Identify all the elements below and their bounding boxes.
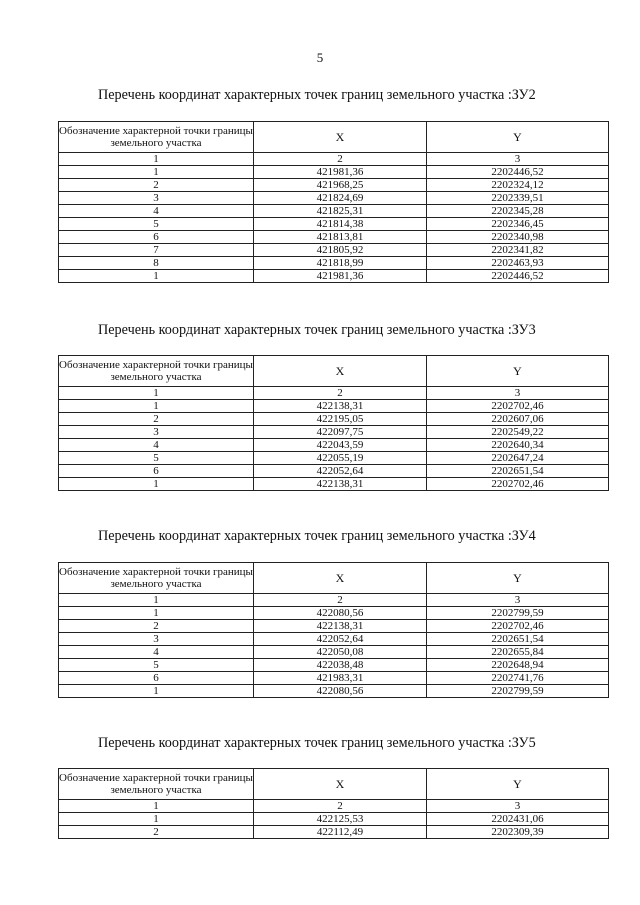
- point-number: 3: [59, 192, 254, 205]
- x-coordinate: 422050,08: [254, 646, 427, 659]
- table-header-row: [59, 769, 609, 800]
- table-row: [59, 270, 609, 283]
- section-title: Перечень координат характерных точек границ земельного участка :ЗУ4: [98, 528, 536, 544]
- table-row: [59, 426, 609, 439]
- y-coordinate: 2202799,59: [427, 685, 609, 698]
- y-coordinate: 2202339,51: [427, 192, 609, 205]
- table-row: [59, 413, 609, 426]
- y-coordinate: 2202655,84: [427, 646, 609, 659]
- y-coordinate: 2202324,12: [427, 179, 609, 192]
- y-coordinate: 2202651,54: [427, 633, 609, 646]
- table-row: [59, 478, 609, 491]
- x-coordinate: 422080,56: [254, 607, 427, 620]
- x-coordinate: 421805,92: [254, 244, 427, 257]
- x-coordinate: 422080,56: [254, 685, 427, 698]
- x-coordinate: 422097,75: [254, 426, 427, 439]
- header-x-label: X: [254, 769, 427, 800]
- coordinates-table: [58, 562, 609, 698]
- y-coordinate: 2202647,24: [427, 452, 609, 465]
- x-coordinate: 421968,25: [254, 179, 427, 192]
- column-number: 1: [59, 153, 254, 166]
- table-row: [59, 685, 609, 698]
- y-coordinate: 2202648,94: [427, 659, 609, 672]
- x-coordinate: 421814,38: [254, 218, 427, 231]
- point-number: 6: [59, 465, 254, 478]
- table-row: [59, 244, 609, 257]
- table-row: [59, 826, 609, 839]
- column-number-row: [59, 387, 609, 400]
- point-number: 1: [59, 607, 254, 620]
- coordinates-table: [58, 768, 609, 839]
- y-coordinate: 2202702,46: [427, 478, 609, 491]
- y-coordinate: 2202702,46: [427, 620, 609, 633]
- point-number: 6: [59, 231, 254, 244]
- table-row: [59, 620, 609, 633]
- table-row: [59, 218, 609, 231]
- header-y-label: Y: [427, 356, 609, 387]
- y-coordinate: 2202463,93: [427, 257, 609, 270]
- point-number: 5: [59, 452, 254, 465]
- point-number: 1: [59, 400, 254, 413]
- table-row: [59, 659, 609, 672]
- column-number-row: [59, 594, 609, 607]
- header-x-label: X: [254, 122, 427, 153]
- y-coordinate: 2202431,06: [427, 813, 609, 826]
- x-coordinate: 422125,53: [254, 813, 427, 826]
- column-number: 1: [59, 387, 254, 400]
- x-coordinate: 421818,99: [254, 257, 427, 270]
- column-number: 3: [427, 800, 609, 813]
- x-coordinate: 421824,69: [254, 192, 427, 205]
- column-number: 3: [427, 594, 609, 607]
- point-number: 2: [59, 826, 254, 839]
- y-coordinate: 2202446,52: [427, 270, 609, 283]
- point-number: 1: [59, 685, 254, 698]
- y-coordinate: 2202346,45: [427, 218, 609, 231]
- table-row: [59, 465, 609, 478]
- section-title: Перечень координат характерных точек границ земельного участка :ЗУ2: [98, 87, 536, 103]
- point-number: 8: [59, 257, 254, 270]
- y-coordinate: 2202446,52: [427, 166, 609, 179]
- table-row: [59, 672, 609, 685]
- table-row: [59, 231, 609, 244]
- header-point-label: Обозначение характерной точки границы земельного участка: [59, 769, 254, 800]
- column-number-row: [59, 153, 609, 166]
- point-number: 5: [59, 659, 254, 672]
- point-number: 4: [59, 439, 254, 452]
- x-coordinate: 421983,31: [254, 672, 427, 685]
- point-number: 1: [59, 270, 254, 283]
- column-number-row: [59, 800, 609, 813]
- table-row: [59, 205, 609, 218]
- header-x-label: X: [254, 563, 427, 594]
- section-title: Перечень координат характерных точек границ земельного участка :ЗУ5: [98, 735, 536, 751]
- x-coordinate: 422038,48: [254, 659, 427, 672]
- point-number: 3: [59, 633, 254, 646]
- column-number: 2: [254, 594, 427, 607]
- page-number: 5: [316, 50, 324, 65]
- y-coordinate: 2202345,28: [427, 205, 609, 218]
- table-row: [59, 813, 609, 826]
- y-coordinate: 2202309,39: [427, 826, 609, 839]
- y-coordinate: 2202651,54: [427, 465, 609, 478]
- point-number: 2: [59, 413, 254, 426]
- column-number: 2: [254, 800, 427, 813]
- point-number: 1: [59, 166, 254, 179]
- y-coordinate: 2202341,82: [427, 244, 609, 257]
- header-point-label: Обозначение характерной точки границы земельного участка: [59, 563, 254, 594]
- y-coordinate: 2202799,59: [427, 607, 609, 620]
- coordinates-table: [58, 355, 609, 491]
- table-header-row: [59, 563, 609, 594]
- point-number: 6: [59, 672, 254, 685]
- header-point-label: Обозначение характерной точки границы земельного участка: [59, 122, 254, 153]
- x-coordinate: 422112,49: [254, 826, 427, 839]
- column-number: 3: [427, 387, 609, 400]
- y-coordinate: 2202640,34: [427, 439, 609, 452]
- table-row: [59, 439, 609, 452]
- x-coordinate: 422138,31: [254, 478, 427, 491]
- x-coordinate: 421825,31: [254, 205, 427, 218]
- header-y-label: Y: [427, 563, 609, 594]
- coordinates-table: [58, 121, 609, 283]
- table-row: [59, 646, 609, 659]
- point-number: 3: [59, 426, 254, 439]
- point-number: 2: [59, 179, 254, 192]
- x-coordinate: 421813,81: [254, 231, 427, 244]
- header-x-label: X: [254, 356, 427, 387]
- column-number: 2: [254, 387, 427, 400]
- x-coordinate: 422055,19: [254, 452, 427, 465]
- x-coordinate: 421981,36: [254, 270, 427, 283]
- point-number: 7: [59, 244, 254, 257]
- x-coordinate: 422195,05: [254, 413, 427, 426]
- point-number: 5: [59, 218, 254, 231]
- point-number: 4: [59, 646, 254, 659]
- header-y-label: Y: [427, 122, 609, 153]
- table-row: [59, 400, 609, 413]
- y-coordinate: 2202340,98: [427, 231, 609, 244]
- column-number: 2: [254, 153, 427, 166]
- column-number: 3: [427, 153, 609, 166]
- table-row: [59, 179, 609, 192]
- header-y-label: Y: [427, 769, 609, 800]
- header-point-label: Обозначение характерной точки границы земельного участка: [59, 356, 254, 387]
- section-title: Перечень координат характерных точек границ земельного участка :ЗУ3: [98, 322, 536, 338]
- point-number: 1: [59, 478, 254, 491]
- y-coordinate: 2202549,22: [427, 426, 609, 439]
- table-header-row: [59, 356, 609, 387]
- point-number: 4: [59, 205, 254, 218]
- x-coordinate: 421981,36: [254, 166, 427, 179]
- x-coordinate: 422138,31: [254, 400, 427, 413]
- point-number: 2: [59, 620, 254, 633]
- y-coordinate: 2202607,06: [427, 413, 609, 426]
- table-row: [59, 607, 609, 620]
- y-coordinate: 2202741,76: [427, 672, 609, 685]
- x-coordinate: 422052,64: [254, 465, 427, 478]
- table-row: [59, 452, 609, 465]
- x-coordinate: 422043,59: [254, 439, 427, 452]
- column-number: 1: [59, 800, 254, 813]
- table-header-row: [59, 122, 609, 153]
- table-row: [59, 633, 609, 646]
- x-coordinate: 422052,64: [254, 633, 427, 646]
- y-coordinate: 2202702,46: [427, 400, 609, 413]
- point-number: 1: [59, 813, 254, 826]
- table-row: [59, 192, 609, 205]
- table-row: [59, 166, 609, 179]
- column-number: 1: [59, 594, 254, 607]
- table-row: [59, 257, 609, 270]
- x-coordinate: 422138,31: [254, 620, 427, 633]
